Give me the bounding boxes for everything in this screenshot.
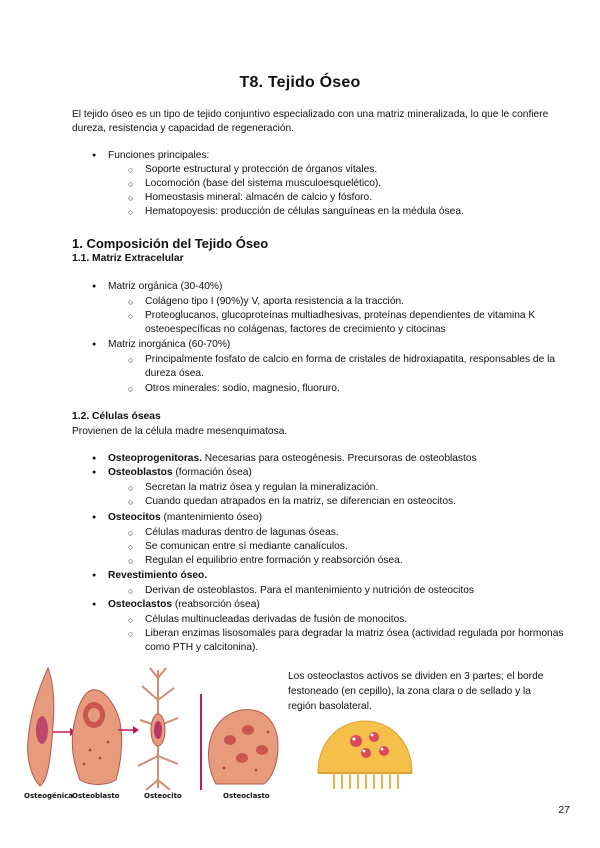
page-number: 27 [558,804,570,816]
subsection-heading-cells: 1.2. Células óseas [72,411,161,422]
osteogenic-cell-drawing [28,668,54,786]
osteoblast-drawing [72,690,121,785]
subsection-heading-matrix: 1.1. Matriz Extracelular [72,253,184,264]
intro-paragraph: El tejido óseo es un tipo de tejido conjuntivo especializado con una matriz mineralizada, lo que le confiere dureza, resistencia y capacidad de regeneración. [72,109,549,134]
osteoclast-drawing [209,710,278,784]
document-page: T8. Tejido Óseo El tejido óseo es un tipo de tejido conjuntivo especializado con una matriz mineralizada, lo que le confiere dureza, resistencia y capacidad de regeneración. Funciones principales: Soporte estructural y protección de órganos vitales. Locomoción (base del sistema musculoesquelético). Homeostasis mineral: almacén de calcio y fósforo. Hematopoyesis: producción de células sanguíneas en la médula ósea. 1. Composición del Tejido Óseo 1.1. Matriz Extracelular Matriz orgánica (30-40%) Colágeno tipo I (90%)y V, aporta resistencia a la tracción. Proteoglucanos, glucoproteínas multiadhesivas, proteínas dependientes de vitamina K osteoespecíficas no colágenas, factores de crecimiento y citocinas Matriz inorgánica (60-70%) Principalmente fosfato de calcio en forma de cristales de hidroxiapatita, responsables de la dureza ósea. Otros minerales: sodio, magnesio, fluoruro. 1.2. Células óseas Provienen de la célula madre mesenquimatosa. Osteoprogenitoras. Necesarias para osteogénesis. Precursoras de osteoblastos Osteoblastos (formación ósea) Secretan la matriz ósea y regulan la mineralización. Cuando quedan atrapados en la matriz, se diferencian en osteocitos. Osteocitos (mantenimiento óseo) Células maduras dentro de lagunas óseas. Se comunican entre sí mediante canalículos. Regulan el equilibrio entre formación y reabsorción ósea. Revestimiento óseo. Derivan de osteoblastos. Para el mantenimiento y nutrición de osteocitos Osteoclastos (reabsorción ósea) Células multinucleadas derivadas de fusión de monocitos. Liberan enzimas lisosomales para degradar la matriz ósea (actividad regulada por hormonas como PTH y calcitonina). Osteogénica Osteoblasto Osteocito Osteoclasto Los osteoclastos activos se dividen en 3 partes; el borde festoneado (en cepillo), la zona clara o de sellado y la región basolateral. 27 [0,0,600,848]
osteoclast-nucleus [361,748,371,758]
osteoclast-nucleus [369,732,379,742]
osteoclast-nucleus [379,746,389,756]
bone-cells-illustration [20,660,285,800]
osteoclast-nucleus [350,735,362,747]
label-osteoblasto: Osteoblasto [72,792,120,800]
section-heading-composition: 1. Composición del Tejido Óseo [72,236,269,251]
label-osteocito: Osteocito [144,792,182,800]
cells-intro: Provienen de la célula madre mesenquimatosa. [72,426,288,437]
bone-cells-figure [20,660,285,800]
ruffled-border [334,773,398,789]
label-osteogenica: Osteogénica [24,792,74,800]
osteoclast-body-shape [318,721,412,773]
osteoclast-diagram [310,715,420,795]
label-osteoclasto: Osteoclasto [223,792,270,800]
osteoclast-note: Los osteoclastos activos se dividen en 3 partes; el borde festoneado (en cepillo), la zona clara o de sellado y la región basolateral. [288,671,544,712]
page-title: T8. Tejido Óseo [239,74,361,91]
osteocyte-nucleus [154,721,162,739]
